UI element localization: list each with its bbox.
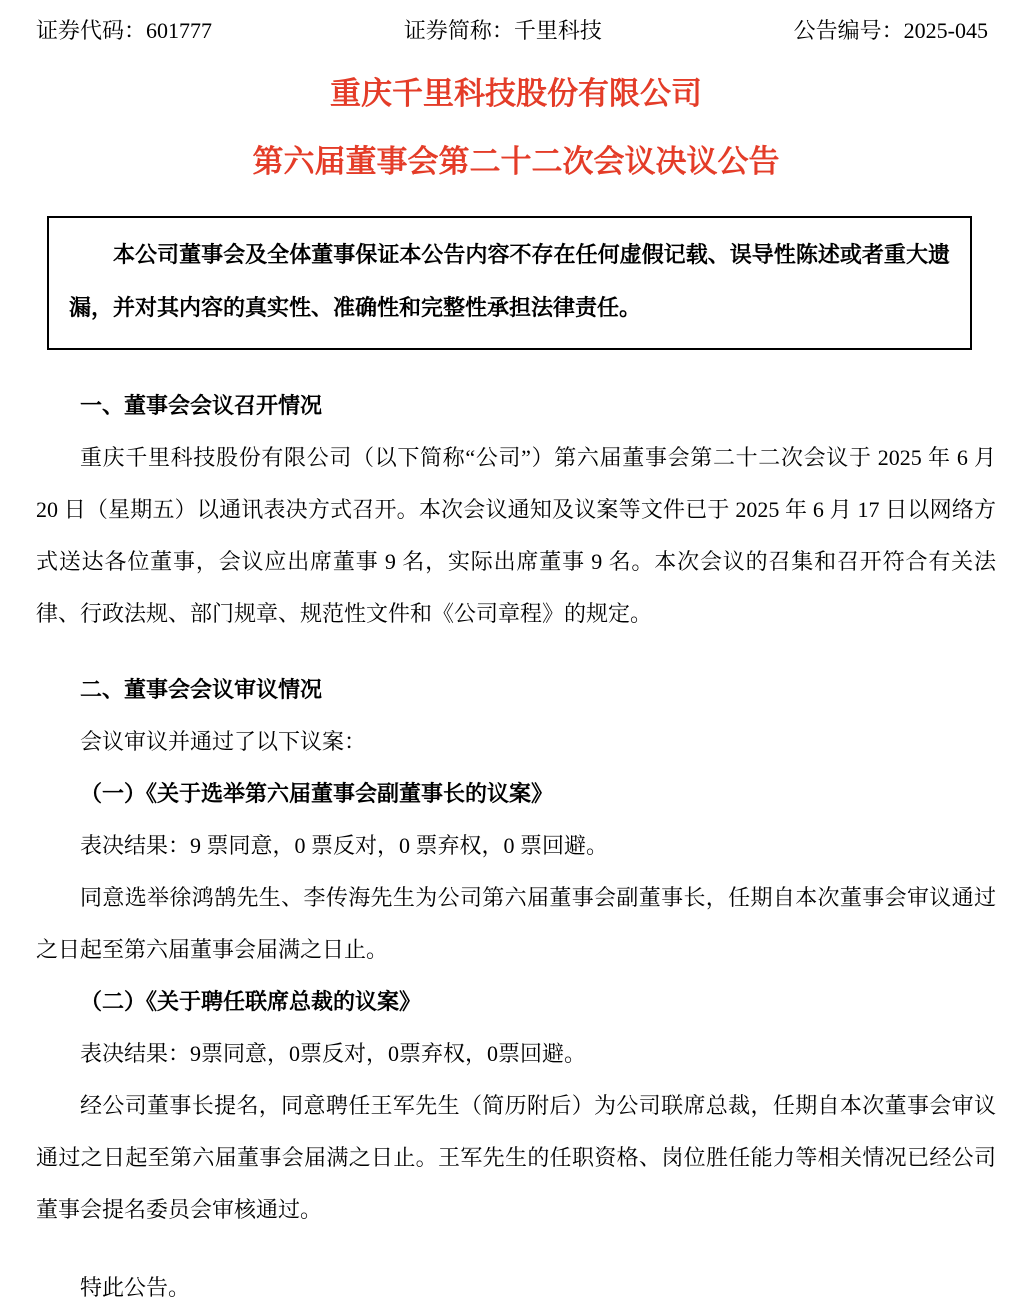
section2-intro: 会议审议并通过了以下议案： (80, 729, 367, 754)
item2-vote-result: 表决结果：9票同意，0票反对，0票弃权，0票回避。 (80, 1041, 587, 1066)
closing-statement: 特此公告。 (80, 1275, 191, 1300)
item2-detail: 经公司董事长提名，同意聘任王军先生（简历附后）为公司联席总裁，任期自本次董事会审议通过之日起至第六届董事会届满之日止。王军先生的任职资格、岗位胜任能力等相关情况已经公司董事会提名委员会审核通过。 (36, 1093, 996, 1222)
section1-paragraph: 重庆千里科技股份有限公司（以下简称“公司”）第六届董事会第二十二次会议于 2025 年 6 月 20 日（星期五）以通讯表决方式召开。本次会议通知及议案等文件已于 2025 年 6 月 17 日以网络方式送达各位董事，会议应出席董事 9 名，实际出席董事 9 名。本次会议的召集和召开符合有关法律、行政法规、部门规章、规范性文件和《公司章程》的规定。 (36, 445, 996, 626)
stock-name: 证券简称：千里科技 (403, 18, 602, 43)
section2-heading: 二、董事会会议审议情况 (80, 677, 323, 702)
resolution-title: 第六届董事会第二十二次会议决议公告 (252, 144, 780, 179)
disclaimer-box: 本公司董事会及全体董事保证本公告内容不存在任何虚假记载、误导性陈述或者重大遗漏，并对其内容的真实性、准确性和完整性承担法律责任。 (47, 216, 972, 350)
company-title: 重庆千里科技股份有限公司 (330, 76, 702, 111)
stock-code: 证券代码：601777 (36, 18, 213, 43)
document-body (36, 380, 996, 1310)
announcement-number: 公告编号：2025-045 (793, 18, 988, 43)
item1-vote-result: 表决结果：9 票同意，0 票反对，0 票弃权，0 票回避。 (80, 833, 609, 858)
document-header (0, 0, 1032, 46)
item2-heading: （二）《关于聘任联席总裁的议案》 (80, 989, 422, 1014)
item1-heading: （一）《关于选举第六届董事会副董事长的议案》 (80, 781, 554, 806)
item1-detail: 同意选举徐鸿鹄先生、李传海先生为公司第六届董事会副董事长，任期自本次董事会审议通过之日起至第六届董事会届满之日止。 (36, 885, 996, 962)
section1-heading: 一、董事会会议召开情况 (80, 393, 323, 418)
